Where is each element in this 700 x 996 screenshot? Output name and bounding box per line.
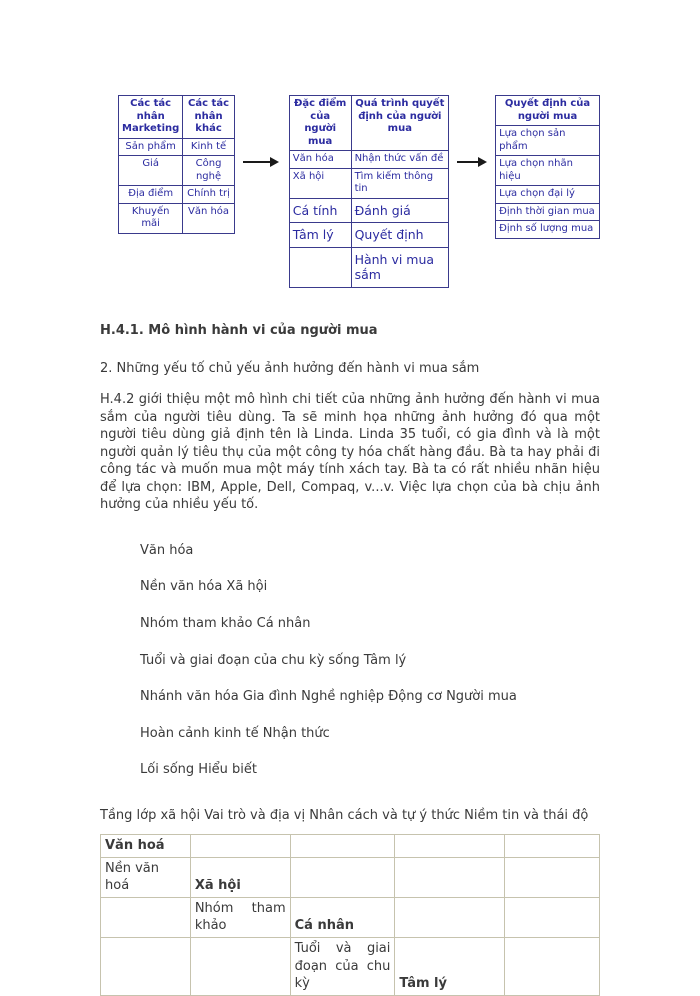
table-cell: Tuổi và giai đoạn của chu kỳ <box>290 938 395 996</box>
table-cell <box>505 857 600 897</box>
table-cell <box>505 938 600 996</box>
table-cell <box>290 835 395 858</box>
table-cell: Văn hóa <box>289 151 351 169</box>
table-cell: Chính trị <box>183 186 235 204</box>
table-row <box>496 186 600 204</box>
list-item: Hoàn cảnh kinh tế Nhận thức <box>140 725 330 741</box>
marketing-stimuli-table <box>118 95 235 234</box>
table-cell <box>289 247 351 287</box>
table-row <box>101 897 600 937</box>
table-cell: Quyết định <box>351 223 449 248</box>
table-row <box>119 96 235 139</box>
table-cell: Lựa chọn sản phẩm <box>496 126 600 156</box>
table-cell: Hành vi mua sắm <box>351 247 449 287</box>
arrow-right-icon <box>457 155 487 169</box>
table-cell: Sản phẩm <box>119 138 183 156</box>
table-cell: Tìm kiếm thông tin <box>351 168 449 198</box>
table-cell: Lựa chọn đại lý <box>496 186 600 204</box>
table-cell: Định số lượng mua <box>496 221 600 239</box>
table-cell: Khuyến mãi <box>119 203 183 233</box>
list-item: Nhánh văn hóa Gia đình Nghề nghiệp Động cơ Người mua <box>140 689 517 705</box>
arrow-right-icon <box>243 155 279 169</box>
table-cell: Văn hóa <box>183 203 235 233</box>
factor-list <box>100 542 600 779</box>
table-cell: Nhận thức vấn đề <box>351 151 449 169</box>
table-row <box>289 96 448 151</box>
table-row <box>119 156 235 186</box>
table-row <box>496 126 600 156</box>
list-item: Văn hóa <box>140 542 194 558</box>
table-cell: Lựa chọn nhãn hiệu <box>496 156 600 186</box>
table-row <box>119 186 235 204</box>
buyer-behavior-diagram <box>118 95 600 288</box>
table-cell <box>395 897 505 937</box>
table-cell <box>101 897 191 937</box>
table-cell: Đánh giá <box>351 198 449 223</box>
table-row <box>496 156 600 186</box>
table-row <box>289 198 448 223</box>
list-item: Nền văn hóa Xã hội <box>140 579 268 595</box>
table-row <box>289 247 448 287</box>
col-header: Quyết định của người mua <box>496 96 600 126</box>
paragraph: Tầng lớp xã hội Vai trò và địa vị Nhân cách và tự ý thức Niềm tin và thái độ <box>100 807 589 823</box>
table-cell: Nhóm tham khảo <box>190 897 290 937</box>
table-cell: Xã hội <box>190 857 290 897</box>
table-row <box>496 203 600 221</box>
table-cell <box>101 938 191 996</box>
list-item: Tuổi và giai đoạn của chu kỳ sống Tâm lý <box>140 652 407 668</box>
table-cell: Xã hội <box>289 168 351 198</box>
table-cell: Tâm lý <box>395 938 505 996</box>
table-cell: Giá <box>119 156 183 186</box>
paragraph: H.4.2 giới thiệu một mô hình chi tiết của những ảnh hưởng đến hành vi mua sắm của người tiêu dùng. Ta sẽ minh họa những ảnh hưởng đó qua một người tiêu dùng giả định tên là Linda. Linda 35 tuổi, có gia đình và là một người quản lý tiêu thụ của một công ty hóa chất hàng đầu. Bà ta hay phải đi công tác và muốn mua một máy tính xách tay. Bà ta có rất nhiều nhãn hiệu để lựa chọn: IBM, Apple, Dell, Compaq, v...v. Việc lựa chọn của bà chịu ảnh hưởng của nhiều yếu tố. <box>100 392 600 513</box>
col-header: Các tác nhân khác <box>183 96 235 139</box>
table-row <box>496 221 600 239</box>
table-row <box>119 138 235 156</box>
table-cell: Cá tính <box>289 198 351 223</box>
table-row <box>119 203 235 233</box>
col-header: Các tác nhân Marketing <box>119 96 183 139</box>
table-row <box>289 151 448 169</box>
buyer-characteristics-table <box>289 95 449 288</box>
table-cell <box>395 835 505 858</box>
col-header: Đặc điểm của người mua <box>289 96 351 151</box>
factors-table <box>100 834 600 995</box>
table-cell: Tâm lý <box>289 223 351 248</box>
section-heading: H.4.1. Mô hình hành vi của người mua <box>100 323 378 338</box>
table-cell <box>190 835 290 858</box>
table-row <box>101 835 600 858</box>
list-item: Nhóm tham khảo Cá nhân <box>140 616 311 632</box>
table-cell <box>395 857 505 897</box>
paragraph: 2. Những yếu tố chủ yếu ảnh hưởng đến hành vi mua sắm <box>100 360 480 376</box>
table-cell: Văn hoá <box>101 835 191 858</box>
table-cell: Cá nhân <box>290 897 395 937</box>
table-cell <box>505 835 600 858</box>
table-row <box>289 168 448 198</box>
table-row <box>289 223 448 248</box>
buyer-decisions-table <box>495 95 600 239</box>
table-cell <box>290 857 395 897</box>
table-row <box>496 96 600 126</box>
table-cell: Nền văn hoá <box>101 857 191 897</box>
col-header: Quá trình quyết định của người mua <box>351 96 449 151</box>
table-cell: Công nghệ <box>183 156 235 186</box>
table-cell <box>190 938 290 996</box>
table-cell <box>505 897 600 937</box>
list-item: Lối sống Hiểu biết <box>140 762 258 778</box>
table-cell: Định thời gian mua <box>496 203 600 221</box>
table-row <box>101 938 600 996</box>
table-cell: Kinh tế <box>183 138 235 156</box>
table-cell: Địa điểm <box>119 186 183 204</box>
table-row <box>101 857 600 897</box>
